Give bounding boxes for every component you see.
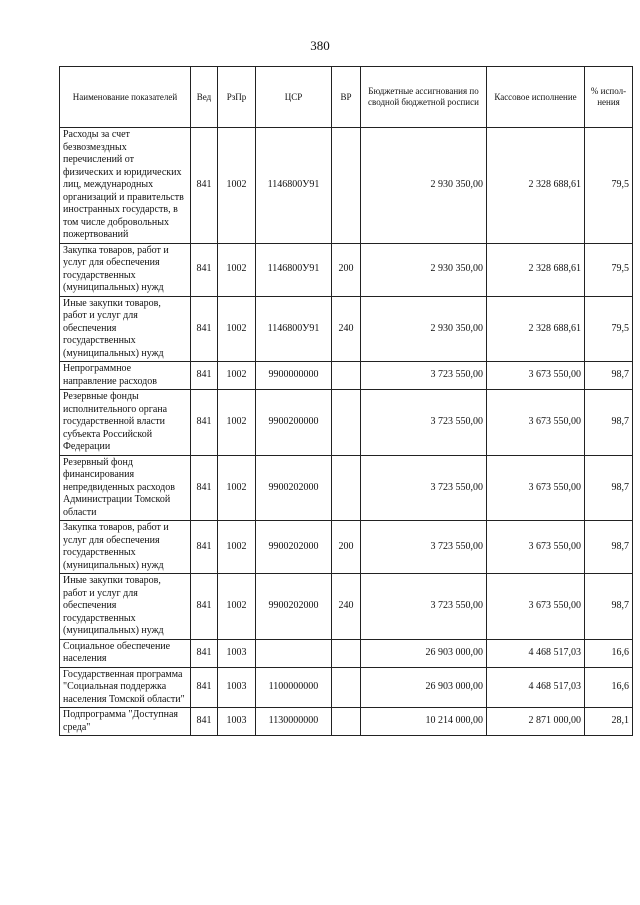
cell-vr	[332, 390, 361, 456]
cell-ved: 841	[191, 455, 218, 521]
cell-rzpr: 1002	[218, 521, 256, 574]
cell-rzpr: 1003	[218, 708, 256, 736]
cell-percent: 98,7	[585, 362, 633, 390]
cell-csr: 1100000000	[256, 667, 332, 708]
cell-cash: 3 673 550,00	[487, 455, 585, 521]
cell-name: Социальное обеспечение населения	[60, 639, 191, 667]
cell-percent: 28,1	[585, 708, 633, 736]
cell-csr: 9900202000	[256, 574, 332, 640]
cell-cash: 2 871 000,00	[487, 708, 585, 736]
cell-cash: 3 673 550,00	[487, 362, 585, 390]
cell-assignments: 3 723 550,00	[361, 521, 487, 574]
cell-cash: 2 328 688,61	[487, 128, 585, 244]
cell-assignments: 3 723 550,00	[361, 574, 487, 640]
cell-name: Резервный фонд финансирования непредвиденных расходов Администрации Томской области	[60, 455, 191, 521]
cell-assignments: 3 723 550,00	[361, 455, 487, 521]
cell-ved: 841	[191, 296, 218, 362]
cell-cash: 2 328 688,61	[487, 243, 585, 296]
cell-vr: 200	[332, 243, 361, 296]
cell-percent: 79,5	[585, 296, 633, 362]
table-row	[60, 296, 633, 362]
table-row	[60, 455, 633, 521]
cell-assignments: 26 903 000,00	[361, 667, 487, 708]
cell-name: Иные закупки товаров, работ и услуг для обеспечения государственных (муниципальных) нужд	[60, 574, 191, 640]
cell-assignments: 3 723 550,00	[361, 390, 487, 456]
table-row	[60, 521, 633, 574]
cell-csr	[256, 639, 332, 667]
cell-ved: 841	[191, 708, 218, 736]
cell-csr: 9900202000	[256, 521, 332, 574]
header-percent: % испол-нения	[585, 67, 633, 128]
cell-ved: 841	[191, 362, 218, 390]
cell-rzpr: 1003	[218, 667, 256, 708]
cell-ved: 841	[191, 667, 218, 708]
header-vr: ВР	[332, 67, 361, 128]
cell-name: Резервные фонды исполнительного органа государственной власти субъекта Российской Федерации	[60, 390, 191, 456]
table-row	[60, 128, 633, 244]
cell-cash: 3 673 550,00	[487, 521, 585, 574]
cell-ved: 841	[191, 521, 218, 574]
cell-ved: 841	[191, 128, 218, 244]
cell-ved: 841	[191, 639, 218, 667]
header-cash: Кассовое исполнение	[487, 67, 585, 128]
table-row	[60, 667, 633, 708]
table-row	[60, 574, 633, 640]
cell-rzpr: 1002	[218, 243, 256, 296]
cell-vr	[332, 667, 361, 708]
cell-name: Закупка товаров, работ и услуг для обеспечения государственных (муниципальных) нужд	[60, 243, 191, 296]
cell-assignments: 2 930 350,00	[361, 128, 487, 244]
cell-name: Закупка товаров, работ и услуг для обеспечения государственных (муниципальных) нужд	[60, 521, 191, 574]
cell-assignments: 26 903 000,00	[361, 639, 487, 667]
cell-percent: 98,7	[585, 521, 633, 574]
cell-cash: 3 673 550,00	[487, 390, 585, 456]
cell-cash: 2 328 688,61	[487, 296, 585, 362]
header-name: Наименование показателей	[60, 67, 191, 128]
table-row	[60, 708, 633, 736]
cell-assignments: 2 930 350,00	[361, 243, 487, 296]
cell-percent: 79,5	[585, 128, 633, 244]
cell-csr: 1130000000	[256, 708, 332, 736]
cell-assignments: 10 214 000,00	[361, 708, 487, 736]
cell-name: Непрограммное направление расходов	[60, 362, 191, 390]
cell-name: Подпрограмма "Доступная среда"	[60, 708, 191, 736]
cell-percent: 16,6	[585, 667, 633, 708]
cell-vr	[332, 708, 361, 736]
cell-vr: 200	[332, 521, 361, 574]
cell-assignments: 2 930 350,00	[361, 296, 487, 362]
cell-percent: 98,7	[585, 455, 633, 521]
table-row	[60, 362, 633, 390]
budget-table	[59, 66, 633, 736]
cell-csr: 1146800У91	[256, 128, 332, 244]
cell-name: Государственная программа "Социальная поддержка населения Томской области"	[60, 667, 191, 708]
cell-rzpr: 1002	[218, 128, 256, 244]
cell-csr: 1146800У91	[256, 243, 332, 296]
cell-name: Расходы за счет безвозмездных перечислений от физических и юридических лиц, международных организаций и правительств иностранных государств, в том числе добровольных пожертвований	[60, 128, 191, 244]
cell-vr	[332, 128, 361, 244]
table-header-row	[60, 67, 633, 128]
cell-vr	[332, 455, 361, 521]
page-number: 380	[310, 38, 330, 53]
cell-csr: 9900000000	[256, 362, 332, 390]
cell-ved: 841	[191, 243, 218, 296]
header-ved: Вед	[191, 67, 218, 128]
cell-cash: 4 468 517,03	[487, 667, 585, 708]
cell-percent: 98,7	[585, 390, 633, 456]
cell-percent: 16,6	[585, 639, 633, 667]
cell-ved: 841	[191, 390, 218, 456]
table-row	[60, 639, 633, 667]
cell-rzpr: 1002	[218, 455, 256, 521]
cell-percent: 98,7	[585, 574, 633, 640]
cell-ved: 841	[191, 574, 218, 640]
cell-vr: 240	[332, 574, 361, 640]
cell-cash: 4 468 517,03	[487, 639, 585, 667]
cell-rzpr: 1002	[218, 574, 256, 640]
header-assignments: Бюджетные ассигнования по сводной бюджетной росписи	[361, 67, 487, 128]
cell-csr: 9900200000	[256, 390, 332, 456]
cell-csr: 9900202000	[256, 455, 332, 521]
cell-assignments: 3 723 550,00	[361, 362, 487, 390]
cell-rzpr: 1002	[218, 362, 256, 390]
cell-vr	[332, 362, 361, 390]
table-row	[60, 243, 633, 296]
header-rzpr: РзПр	[218, 67, 256, 128]
cell-name: Иные закупки товаров, работ и услуг для обеспечения государственных (муниципальных) нужд	[60, 296, 191, 362]
cell-vr: 240	[332, 296, 361, 362]
table-row	[60, 390, 633, 456]
cell-cash: 3 673 550,00	[487, 574, 585, 640]
cell-vr	[332, 639, 361, 667]
cell-percent: 79,5	[585, 243, 633, 296]
cell-csr: 1146800У91	[256, 296, 332, 362]
cell-rzpr: 1002	[218, 296, 256, 362]
cell-rzpr: 1003	[218, 639, 256, 667]
header-csr: ЦСР	[256, 67, 332, 128]
cell-rzpr: 1002	[218, 390, 256, 456]
